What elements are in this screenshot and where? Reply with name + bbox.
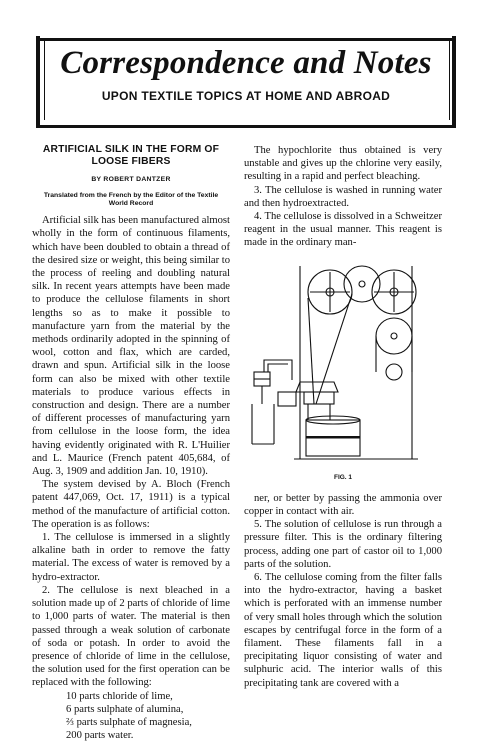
paragraph: The hypochlorite thus obtained is very unstable and gives up the chlorine very easily, resulting in a rapid and perfect bleaching. — [244, 145, 442, 183]
paragraph: ner, or better by passing the ammonia over copper in contact with air. — [244, 492, 442, 518]
paragraph: The system devised by A. Bloch (French patent 447,069, Oct. 17, 1911) is a typical method of the manufacture of artificial cotton. The operation is as follows: — [32, 479, 230, 530]
formula-line: 200 parts water. — [66, 729, 134, 741]
paragraph: 6. The cellulose coming from the filter falls into the hydro-extractor, having a basket which is perforated with an immense number of very small holes through which the solution escapes by centrifugal force in the form of a filament. These filaments fall in a precipitating liquor consisting of water and sulphuric acid. The interior walls of this precipitating tank are covered with a — [244, 572, 442, 689]
paragraph: 4. The cellulose is dissolved in a Schweitzer reagent in the usual manner. This reagent is made in the ordinary man- — [244, 211, 442, 249]
page-subtitle: UPON TEXTILE TOPICS AT HOME AND ABROAD — [101, 89, 391, 103]
translation-note — [32, 192, 230, 208]
paragraph: 5. The solution of cellulose is run through a pressure filter. This is the ordinary filtering process, adding one part of castor oil to 1,000 parts of the solution. — [244, 519, 442, 570]
right-column — [244, 144, 442, 690]
article-byline: BY ROBERT DANTZER — [91, 176, 171, 183]
formula-line: 10 parts chloride of lime, — [66, 690, 173, 702]
formula-list — [32, 690, 230, 742]
formula-line: ⅔ parts sulphate of magnesia, — [66, 716, 192, 728]
article-title-line2: LOOSE FIBERS — [91, 156, 171, 167]
page-title: Correspondence and Notes — [60, 45, 432, 81]
figure-caption: FIG. 1 — [333, 473, 353, 481]
translation-note-line1: Translated from the French by the Editor of the Textile — [43, 192, 219, 200]
paragraph: 1. The cellulose is immersed in a slightly alkaline bath in order to remove the fatty material. The excess of water is removed by a hydro-extractor. — [32, 532, 230, 583]
apparatus-illustration — [244, 254, 442, 469]
paragraph: 3. The cellulose is washed in running water and then hydroextracted. — [244, 184, 442, 209]
translation-note-line2: World Record — [108, 200, 154, 208]
formula-line: 6 parts sulphate of alumina, — [66, 703, 184, 715]
paragraph: 2. The cellulose is next bleached in a solution made up of 2 parts of chloride of lime to 1,000 parts of water. The material is then passed through a weak solution of carbonate of soda or potash. In order to avoid the presence of chloride of lime in the cellulose, the solution used for the first operation can be replaced with the following: — [32, 584, 230, 689]
left-column — [32, 144, 230, 742]
article-title-line1: ARTIFICIAL SILK IN THE FORM OF — [42, 144, 220, 155]
apparatus-figure — [244, 254, 442, 469]
paragraph: Artificial silk has been manufactured almost wholly in the form of continuous filaments, which have been doubled to obtain a thread of the desired size or weight, this being similar to the process of reeling and doubling natural silk. In recent years attempts have been made to produce the cellulose filaments in short lengths so as to make it possible to manufacture yarn from the material by the methods ordinarily adopted in the spinning of wool, cotton and flax, which are carded, drawn and spun. Artificial silk in the loose form can also be mixed with other textile materials to produce various effects in construction and design. There are a number of different processes of manufacturing yarn from cellulose in the loose form, the idea having evidently originated with R. L'Huilier and L. Maurice (French patent 405,684, of Aug. 3, 1909 and addition Jan. 10, 1910). — [32, 215, 231, 478]
